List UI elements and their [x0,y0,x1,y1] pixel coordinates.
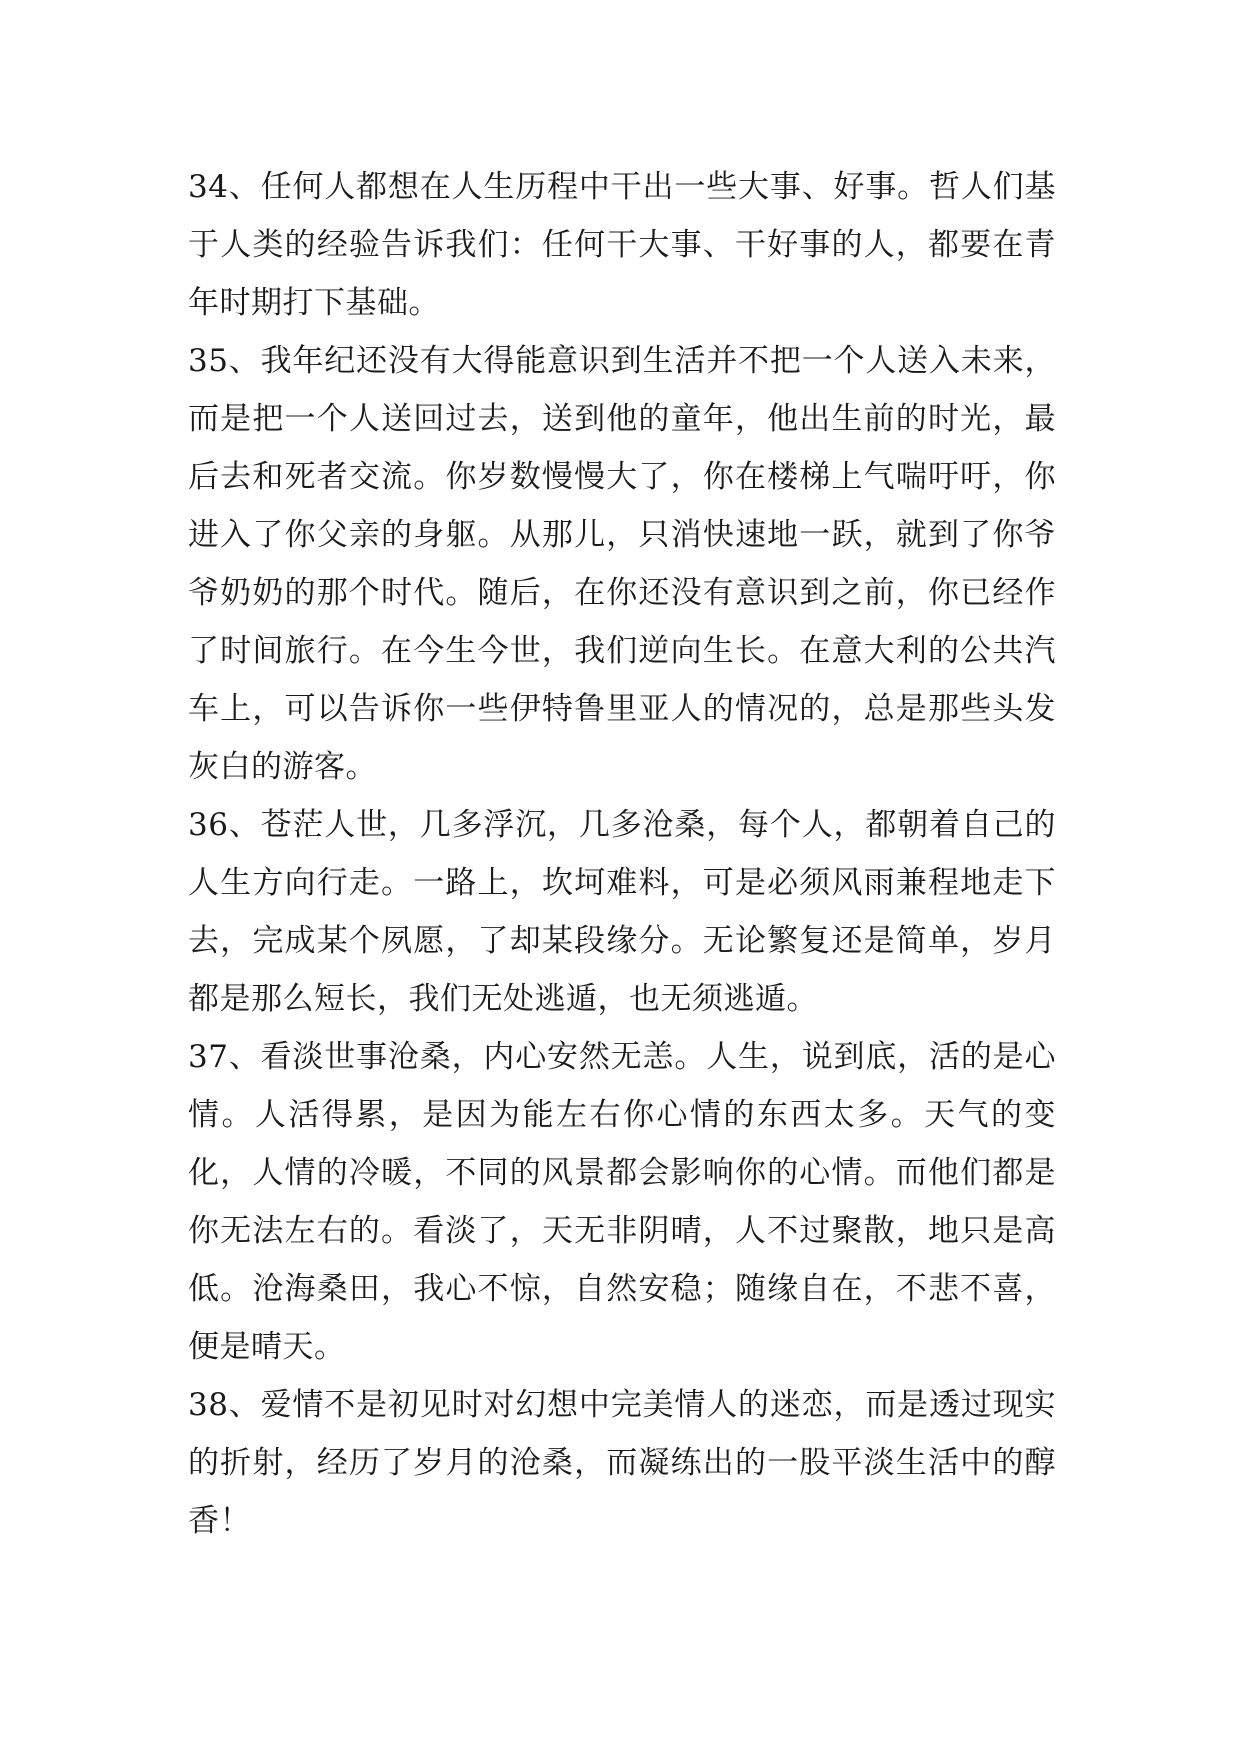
paragraph-36: 36、苍茫人世，几多浮沉，几多沧桑，每个人，都朝着自己的人生方向行走。一路上，坎坷难料，可是必须风雨兼程地走下去，完成某个夙愿，了却某段缘分。无论繁复还是简单，岁月都是那么短长，我们无处逃遁，也无须逃遁。 [188,807,1056,1017]
document-body [188,158,1056,1550]
paragraph-34: 34、任何人都想在人生历程中干出一些大事、好事。哲人们基于人类的经验告诉我们：任何干大事、干好事的人，都要在青年时期打下基础。 [188,169,1056,321]
paragraph-37: 37、看淡世事沧桑，内心安然无恙。人生，说到底，活的是心情。人活得累，是因为能左右你心情的东西太多。天气的变化，人情的冷暖，不同的风景都会影响你的心情。而他们都是你无法左右的。看淡了，天无非阴晴，人不过聚散，地只是高低。沧海桑田，我心不惊，自然安稳；随缘自在，不悲不喜，便是晴天。 [188,1039,1056,1365]
paragraph-35: 35、我年纪还没有大得能意识到生活并不把一个人送入未来，而是把一个人送回过去，送到他的童年，他出生前的时光，最后去和死者交流。你岁数慢慢大了，你在楼梯上气喘吁吁，你进入了你父亲的身躯。从那儿，只消快速地一跃，就到了你爷爷奶奶的那个时代。随后，在你还没有意识到之前，你已经作了时间旅行。在今生今世，我们逆向生长。在意大利的公共汽车上，可以告诉你一些伊特鲁里亚人的情况的，总是那些头发灰白的游客。 [188,343,1056,785]
paragraph-38: 38、爱情不是初见时对幻想中完美情人的迷恋，而是透过现实的折射，经历了岁月的沧桑，而凝练出的一股平淡生活中的醇香！ [188,1387,1056,1539]
